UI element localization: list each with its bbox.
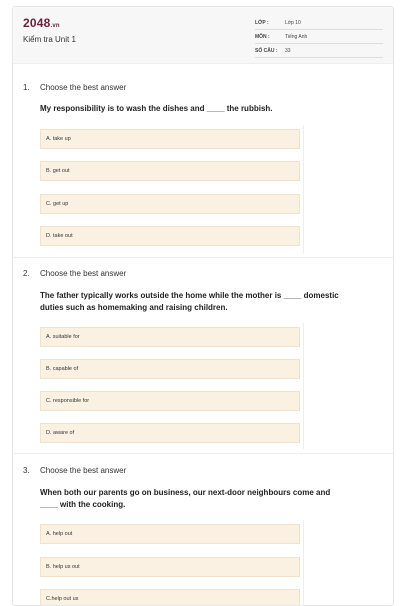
option-label: B. help us out	[46, 564, 80, 570]
question-2-type: Choose the best answer	[40, 269, 127, 278]
question-3-type: Choose the best answer	[40, 466, 127, 475]
question-2-number: 2.	[23, 269, 30, 278]
question-3-option-b[interactable]	[40, 557, 300, 577]
question-1-option-c[interactable]	[40, 194, 300, 214]
option-label: D. aware of	[46, 430, 75, 436]
meta-subject-label: MÔN :	[255, 34, 270, 40]
quiz-sheet	[12, 6, 394, 606]
question-divider	[13, 453, 393, 454]
site-logo[interactable]: 2048.vn	[23, 16, 60, 30]
question-3-text-line-1: When both our parents go on business, our next-door neighbours come and	[40, 488, 331, 497]
option-label: A. take up	[46, 136, 71, 142]
test-title: Kiểm tra Unit 1	[23, 35, 76, 44]
question-3-option-a[interactable]	[40, 524, 300, 544]
question-3-option-c[interactable]	[40, 589, 300, 606]
question-divider	[13, 257, 393, 258]
question-1-option-b[interactable]	[40, 161, 300, 181]
question-1-option-d[interactable]	[40, 226, 300, 246]
column-divider	[303, 323, 304, 449]
meta-count	[255, 44, 383, 58]
column-divider	[303, 520, 304, 606]
question-2-option-a[interactable]	[40, 327, 300, 347]
option-label: A. help out	[46, 531, 73, 537]
question-2-option-d[interactable]	[40, 423, 300, 443]
option-label: C. get up	[46, 201, 69, 207]
meta-count-label: SỐ CÂU :	[255, 48, 278, 54]
question-1-text: My responsibility is to wash the dishes and ____ the rubbish.	[40, 104, 273, 113]
meta-subject-value: Tiếng Anh	[285, 34, 308, 40]
meta-count-value: 33	[285, 48, 291, 54]
option-label: B. capable of	[46, 366, 79, 372]
option-label: D. take out	[46, 233, 73, 239]
question-3-text-line-2: ____ with the cooking.	[40, 500, 126, 509]
question-1-number: 1.	[23, 83, 30, 92]
question-3-number: 3.	[23, 466, 30, 475]
question-2-text-line-1: The father typically works outside the home while the mother is ____ domestic	[40, 291, 339, 300]
option-label: A. suitable for	[46, 334, 80, 340]
question-1-type: Choose the best answer	[40, 83, 127, 92]
question-2-option-c[interactable]	[40, 391, 300, 411]
meta-class	[255, 16, 383, 30]
option-label: C.help out us	[46, 596, 79, 602]
question-1-option-a[interactable]	[40, 129, 300, 149]
quiz-header	[13, 7, 393, 64]
meta-subject	[255, 30, 383, 44]
question-2-option-b[interactable]	[40, 359, 300, 379]
logo-suffix: .vn	[50, 23, 60, 29]
question-2-text-line-2: duties such as homemaking and raising children.	[40, 303, 228, 312]
meta-class-value: Lớp 10	[285, 20, 301, 26]
option-label: C. responsible for	[46, 398, 90, 404]
meta-class-label: LỚP :	[255, 20, 269, 26]
column-divider	[303, 125, 304, 253]
option-label: B. get out	[46, 168, 70, 174]
